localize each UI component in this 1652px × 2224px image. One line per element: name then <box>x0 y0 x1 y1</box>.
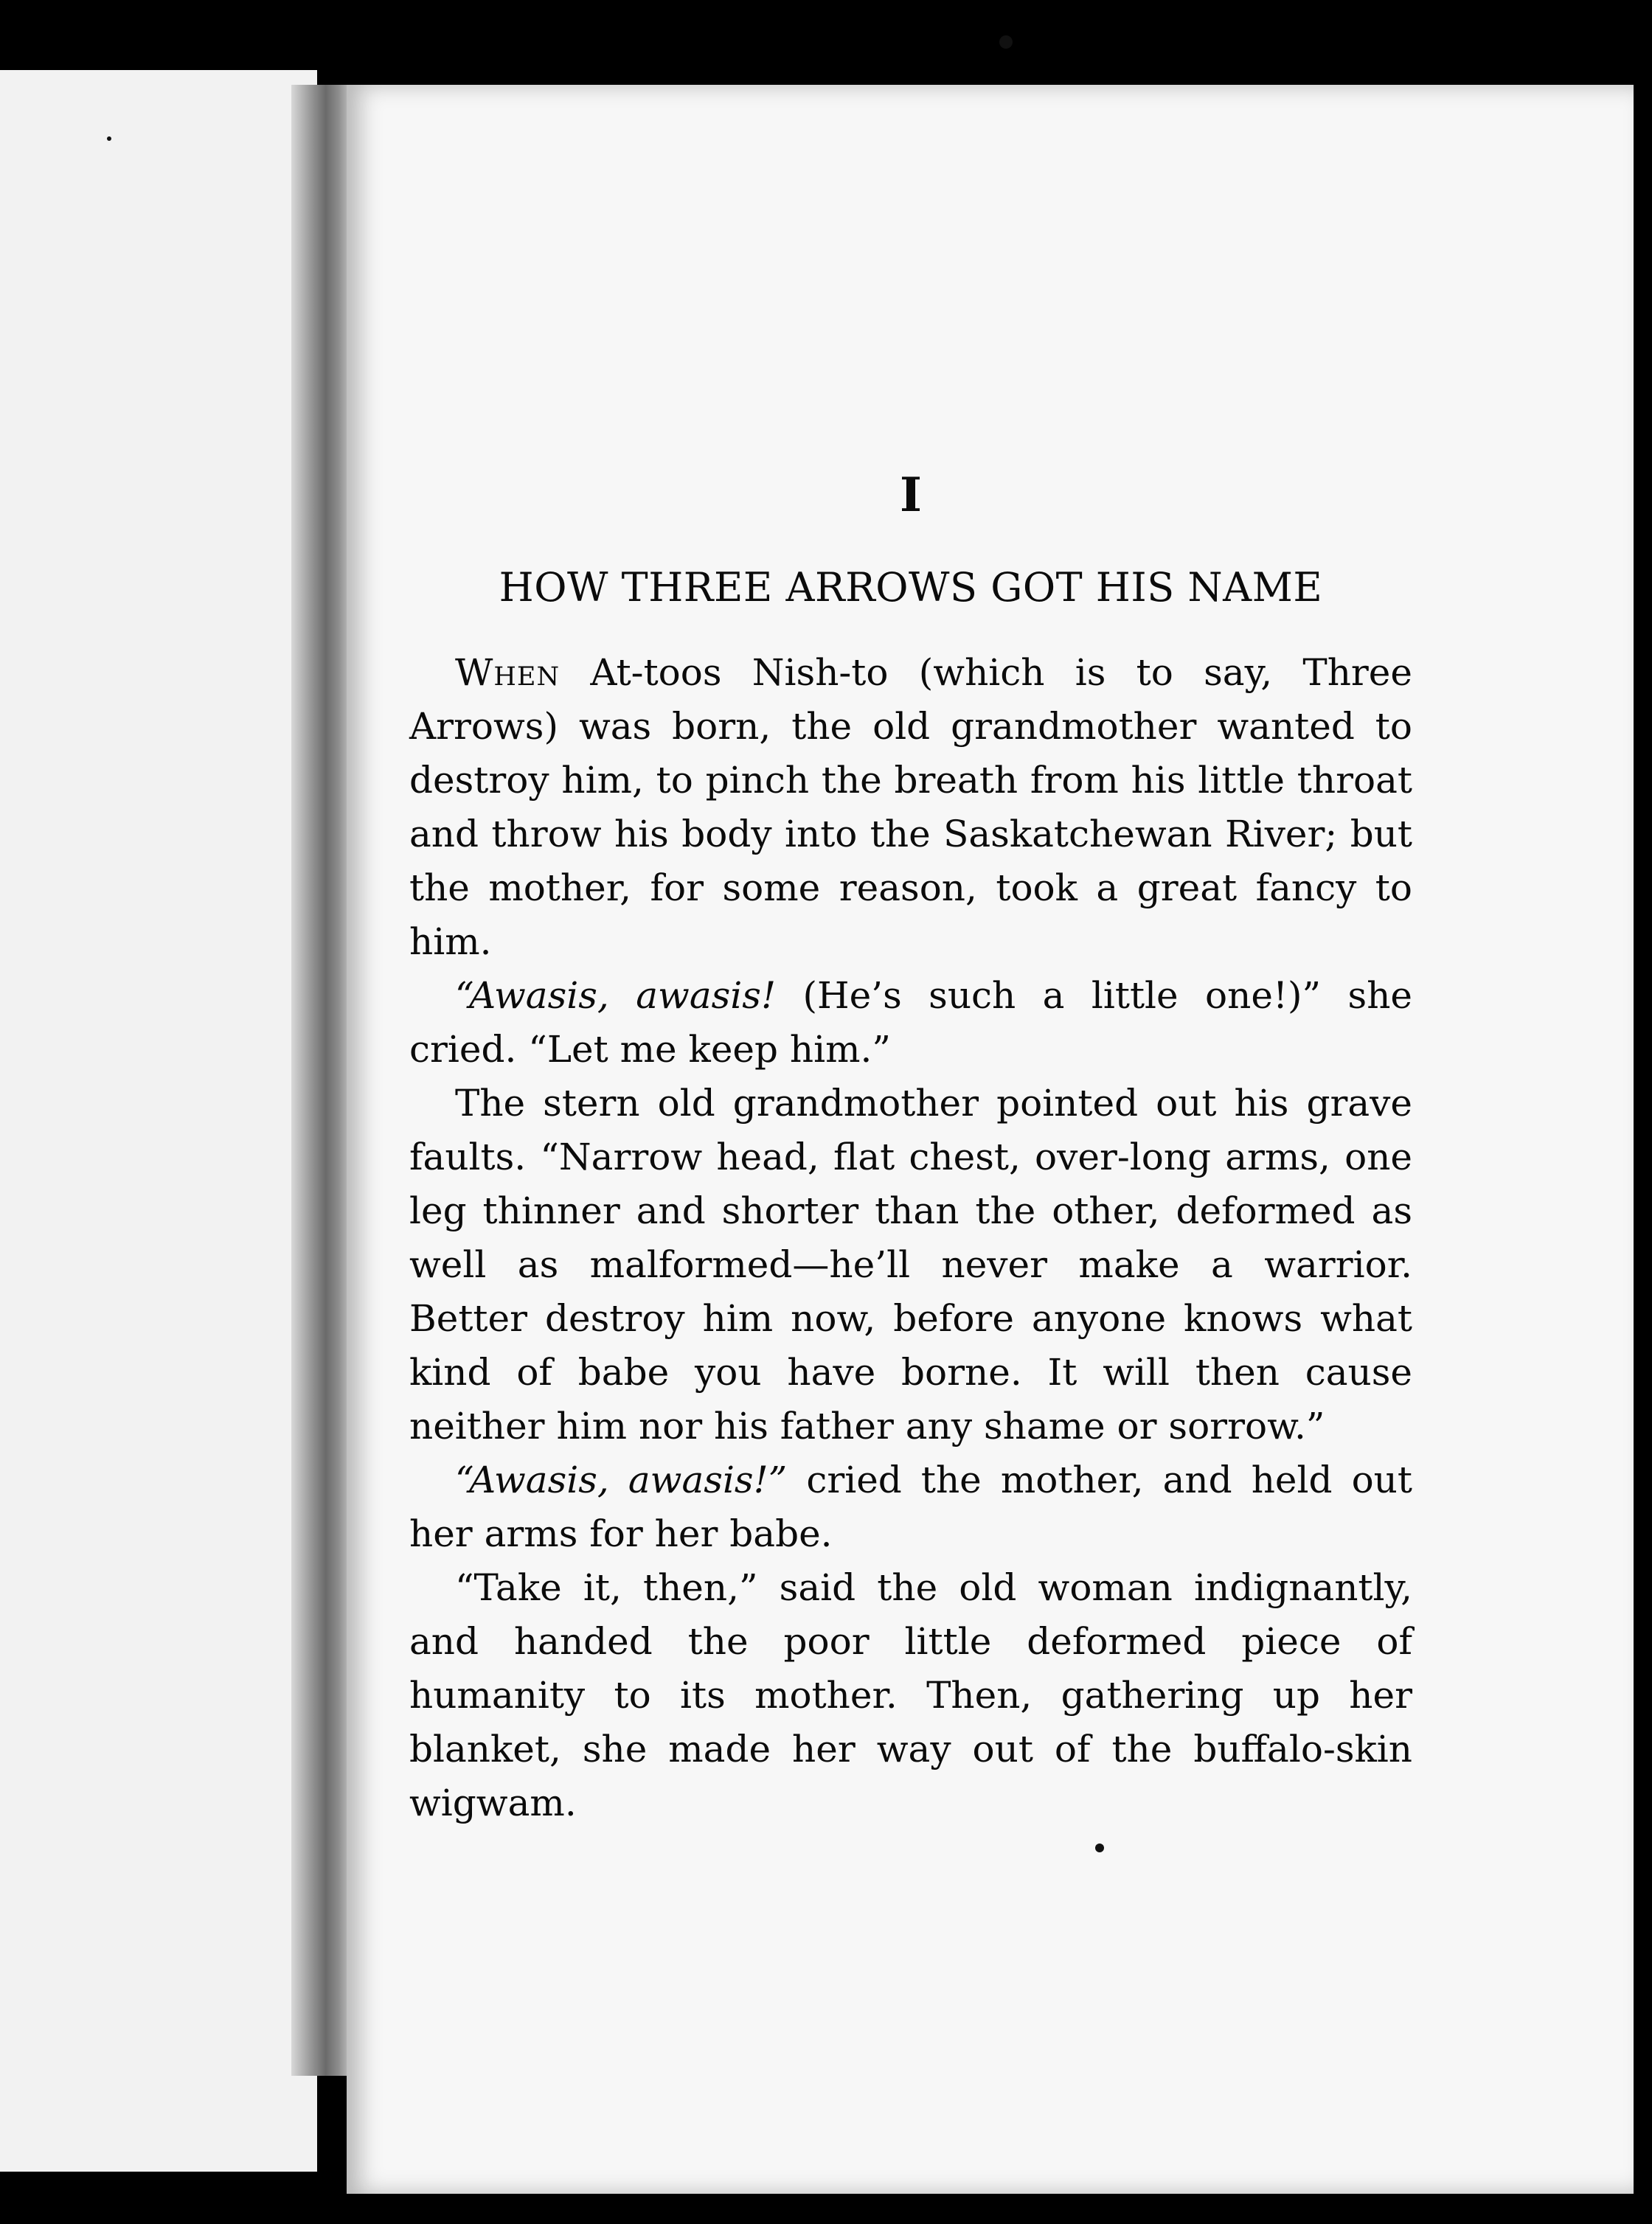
book-gutter <box>291 85 354 2076</box>
paragraph-text: (He’s such a little one!)” she cried. “Let me keep him.” <box>409 974 1412 1071</box>
paragraph-3 <box>409 1077 1412 1453</box>
drop-lead-word: When <box>455 651 560 695</box>
paragraph-4 <box>409 1453 1412 1561</box>
paragraph-text: The stern old grandmother pointed out his grave faults. “Narrow head, flat chest, over-long arms, one leg thinner and shorter than the other, deformed as well as malformed—he’ll never make a warrior. Better destroy him now, before anyone knows what kind of babe you have borne. It will then cause neither him nor his father any shame or sorrow.” <box>409 1082 1412 1448</box>
paragraph-5 <box>409 1561 1412 1830</box>
paragraph-text: At-toos Nish-to (which is to say, Three Arrows) was born, the old grandmother wanted to destroy him, to pinch the breath from his little throat and throw his body into the Saskatchewan River; but the mother, for some reason, took a great fancy to him. <box>409 651 1412 964</box>
paragraph-2 <box>409 969 1412 1077</box>
italic-quote: “Awasis, awasis! <box>455 974 777 1018</box>
scan-speck <box>1095 1844 1104 1852</box>
left-page <box>0 70 317 2172</box>
italic-quote: “Awasis, awasis!” <box>455 1459 788 1502</box>
scan-speck <box>999 35 1013 49</box>
page-text <box>409 468 1412 1830</box>
chapter-title: HOW THREE ARROWS GOT HIS NAME <box>499 564 1323 611</box>
chapter-number: I <box>900 468 922 523</box>
paragraph-text: cried the mother, and held out her arms for her babe. <box>409 1459 1412 1556</box>
paragraph-1 <box>409 646 1412 969</box>
scan-speck <box>107 136 111 141</box>
paragraph-text: “Take it, then,” said the old woman indignantly, and handed the poor little deformed piece of humanity to its mother. Then, gathering up her blanket, she made her way out of the buffalo-skin wigwam. <box>409 1566 1412 1825</box>
